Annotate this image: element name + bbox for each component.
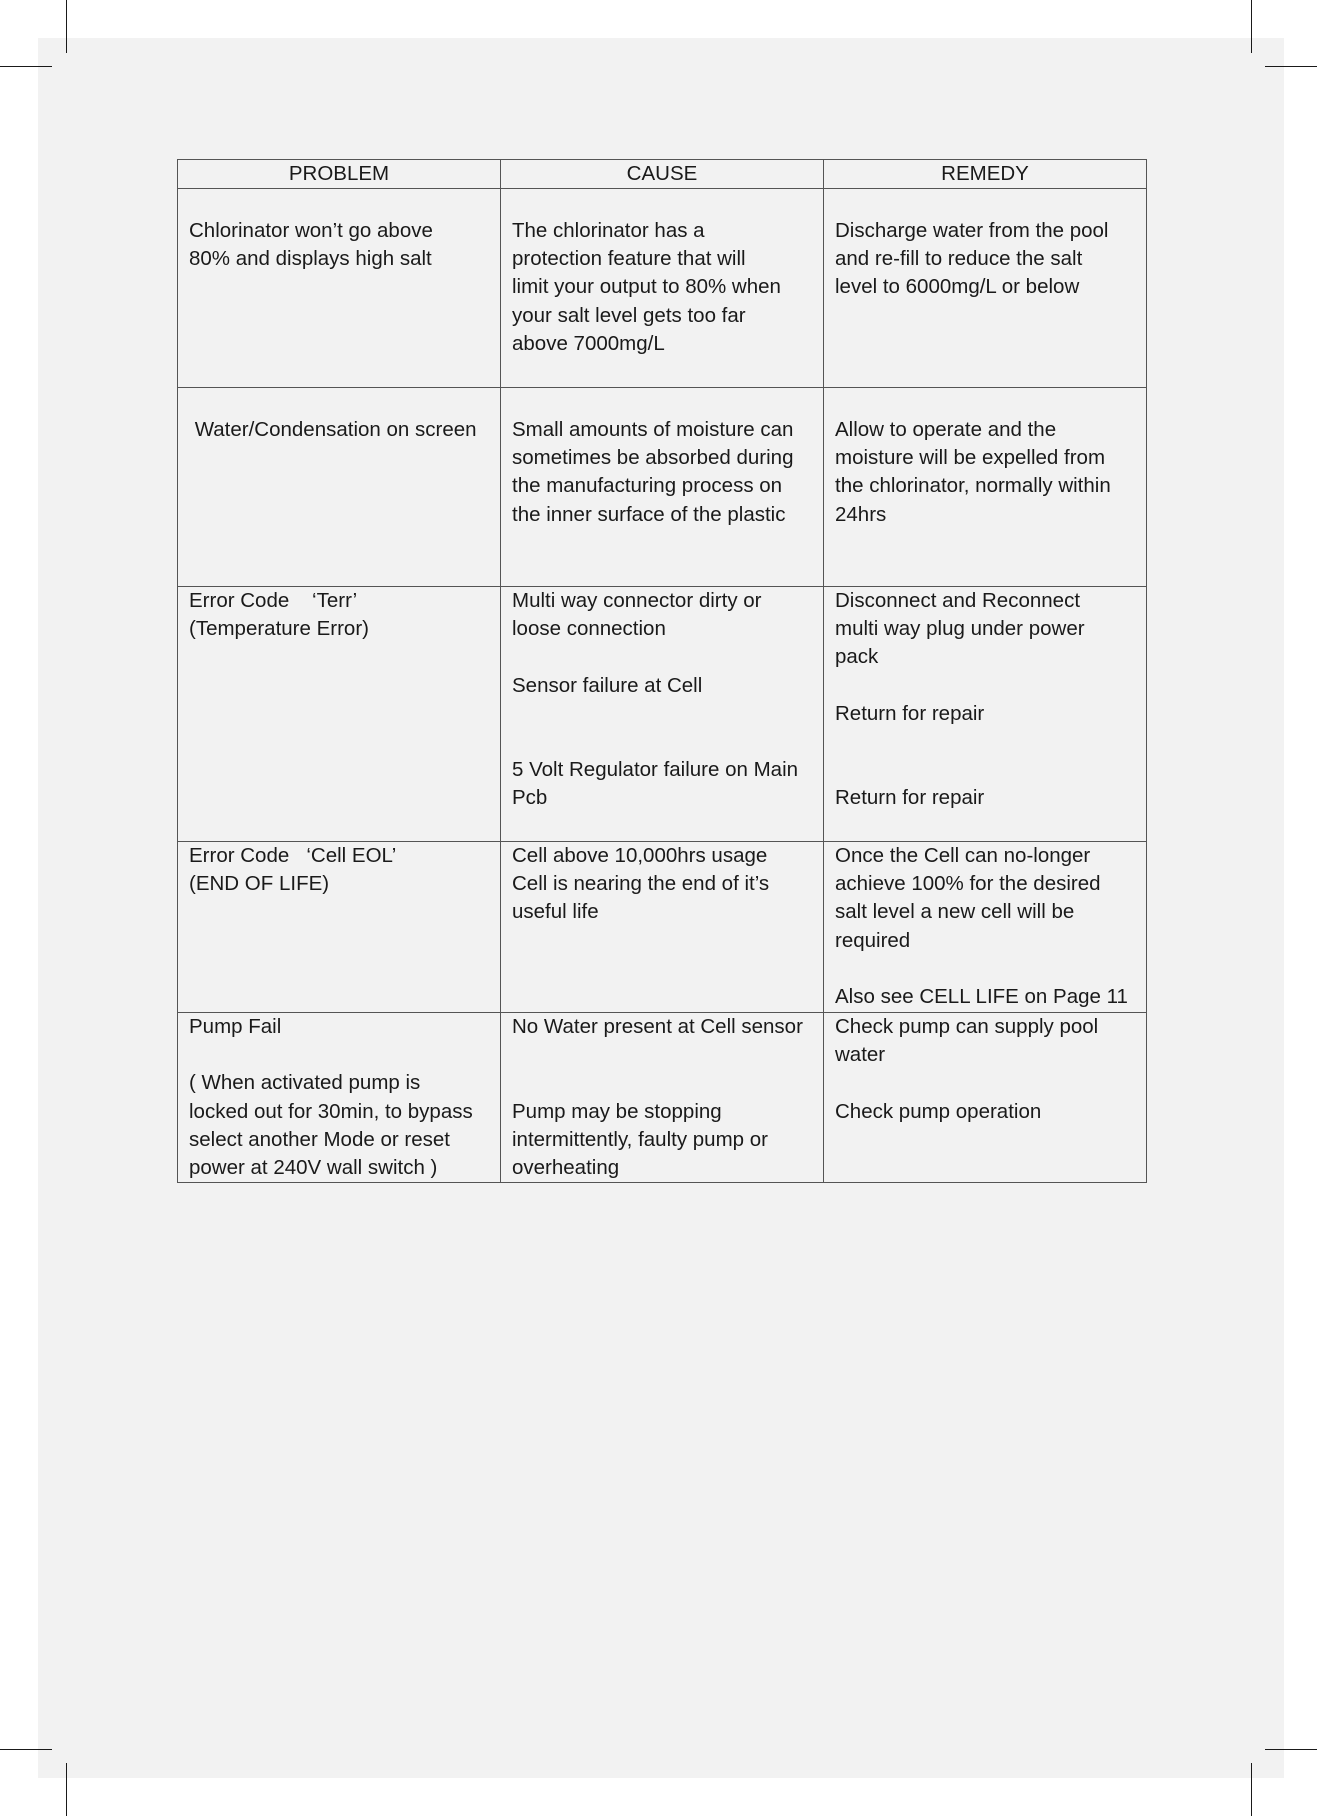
spacer [835, 728, 1136, 784]
cause-cell [501, 842, 824, 1013]
cause-text: useful life [512, 900, 599, 924]
cause-text: the manufacturing process on [512, 474, 783, 498]
spacer [189, 1041, 490, 1069]
spacer [512, 643, 813, 671]
remedy-text: and re-fill to reduce the salt [835, 247, 1083, 271]
problem-text: locked out for 30min, to bypass [189, 1099, 473, 1123]
remedy-text: 24hrs [835, 502, 887, 526]
cause-text: The chlorinator has a [512, 219, 705, 242]
problem-cell [178, 189, 501, 388]
crop-mark [1265, 66, 1317, 67]
problem-text: Water/Condensation on screen [189, 418, 477, 441]
remedy-text: Check pump can supply pool [835, 1015, 1099, 1038]
cause-cell [501, 1013, 824, 1183]
remedy-cell [824, 388, 1147, 587]
table-row [178, 842, 1147, 1013]
remedy-text: Disconnect and Reconnect [835, 589, 1081, 612]
remedy-cell [824, 1013, 1147, 1183]
cause-text: Small amounts of moisture can [512, 418, 794, 441]
problem-text: power at 240V wall switch ) [189, 1156, 438, 1179]
remedy-cell [824, 189, 1147, 388]
cause-text: above 7000mg/L [512, 331, 665, 355]
cause-text: Cell is nearing the end of it’s [512, 872, 770, 896]
cause-text: loose connection [512, 617, 666, 641]
table-row [178, 388, 1147, 587]
header-remedy: REMEDY [824, 160, 1147, 189]
cause-text: your salt level gets too far [512, 303, 746, 327]
problem-text: Chlorinator won’t go above [189, 219, 433, 242]
remedy-text: moisture will be expelled from [835, 446, 1106, 470]
problem-text: ( When activated pump is [189, 1071, 421, 1095]
problem-cell [178, 388, 501, 587]
crop-mark [66, 0, 67, 53]
crop-mark [1251, 1763, 1252, 1816]
troubleshooting-table [177, 159, 1147, 1183]
problem-text: Error Code ‘Cell EOL’ [189, 844, 397, 867]
cause-text: limit your output to 80% when [512, 275, 781, 299]
remedy-text: the chlorinator, normally within [835, 474, 1111, 498]
problem-cell [178, 1013, 501, 1183]
crop-mark [1265, 1749, 1317, 1750]
spacer [835, 955, 1136, 983]
crop-mark [0, 66, 52, 67]
cause-cell [501, 388, 824, 587]
cause-cell [501, 189, 824, 388]
table-row [178, 587, 1147, 842]
remedy-text: Return for repair [835, 701, 985, 725]
cause-text: overheating [512, 1156, 620, 1179]
spacer [835, 672, 1136, 700]
cause-text: the inner surface of the plastic [512, 502, 786, 526]
problem-text: Error Code ‘Terr’ [189, 589, 358, 612]
table-row [178, 189, 1147, 388]
remedy-cell [824, 587, 1147, 842]
crop-mark [66, 1763, 67, 1816]
cause-text: sometimes be absorbed during [512, 446, 794, 470]
cause-text: intermittently, faulty pump or [512, 1127, 768, 1151]
crop-mark [0, 1749, 52, 1750]
remedy-text: Return for repair [835, 786, 985, 810]
spacer [512, 1041, 813, 1097]
cause-cell [501, 587, 824, 842]
spacer [835, 1069, 1136, 1097]
cause-text: No Water present at Cell sensor [512, 1015, 803, 1038]
remedy-text: pack [835, 645, 879, 669]
remedy-note: Also see CELL LIFE on Page 11 [835, 985, 1128, 1008]
problem-cell [178, 842, 501, 1013]
cause-text: 5 Volt Regulator failure on Main [512, 758, 799, 782]
remedy-text: Once the Cell can no-longer [835, 844, 1091, 867]
problem-text: select another Mode or reset [189, 1127, 450, 1151]
cause-text: Sensor failure at Cell [512, 673, 703, 697]
remedy-text: salt level a new cell will be [835, 900, 1075, 924]
problem-text: (END OF LIFE) [189, 872, 330, 896]
cause-text: Cell above 10,000hrs usage [512, 844, 768, 867]
problem-title: Pump Fail [189, 1015, 282, 1038]
spacer [512, 700, 813, 756]
cause-text: protection feature that will [512, 247, 746, 271]
problem-text: 80% and displays high salt [189, 247, 432, 271]
table-row [178, 1013, 1147, 1183]
table-header-row [178, 160, 1147, 189]
remedy-text: required [835, 928, 911, 952]
remedy-text: Discharge water from the pool [835, 219, 1109, 242]
remedy-cell [824, 842, 1147, 1013]
problem-cell [178, 587, 501, 842]
cause-text: Multi way connector dirty or [512, 589, 762, 612]
remedy-text: water [835, 1043, 886, 1067]
cause-text: Pump may be stopping [512, 1099, 722, 1123]
remedy-text: Check pump operation [835, 1099, 1042, 1123]
cause-text: Pcb [512, 786, 548, 810]
header-cause: CAUSE [501, 160, 824, 189]
remedy-text: level to 6000mg/L or below [835, 275, 1080, 299]
remedy-text: achieve 100% for the desired [835, 872, 1101, 896]
header-problem: PROBLEM [178, 160, 501, 189]
problem-text: (Temperature Error) [189, 617, 369, 641]
remedy-text: Allow to operate and the [835, 418, 1057, 441]
crop-mark [1251, 0, 1252, 53]
remedy-text: multi way plug under power [835, 617, 1085, 641]
